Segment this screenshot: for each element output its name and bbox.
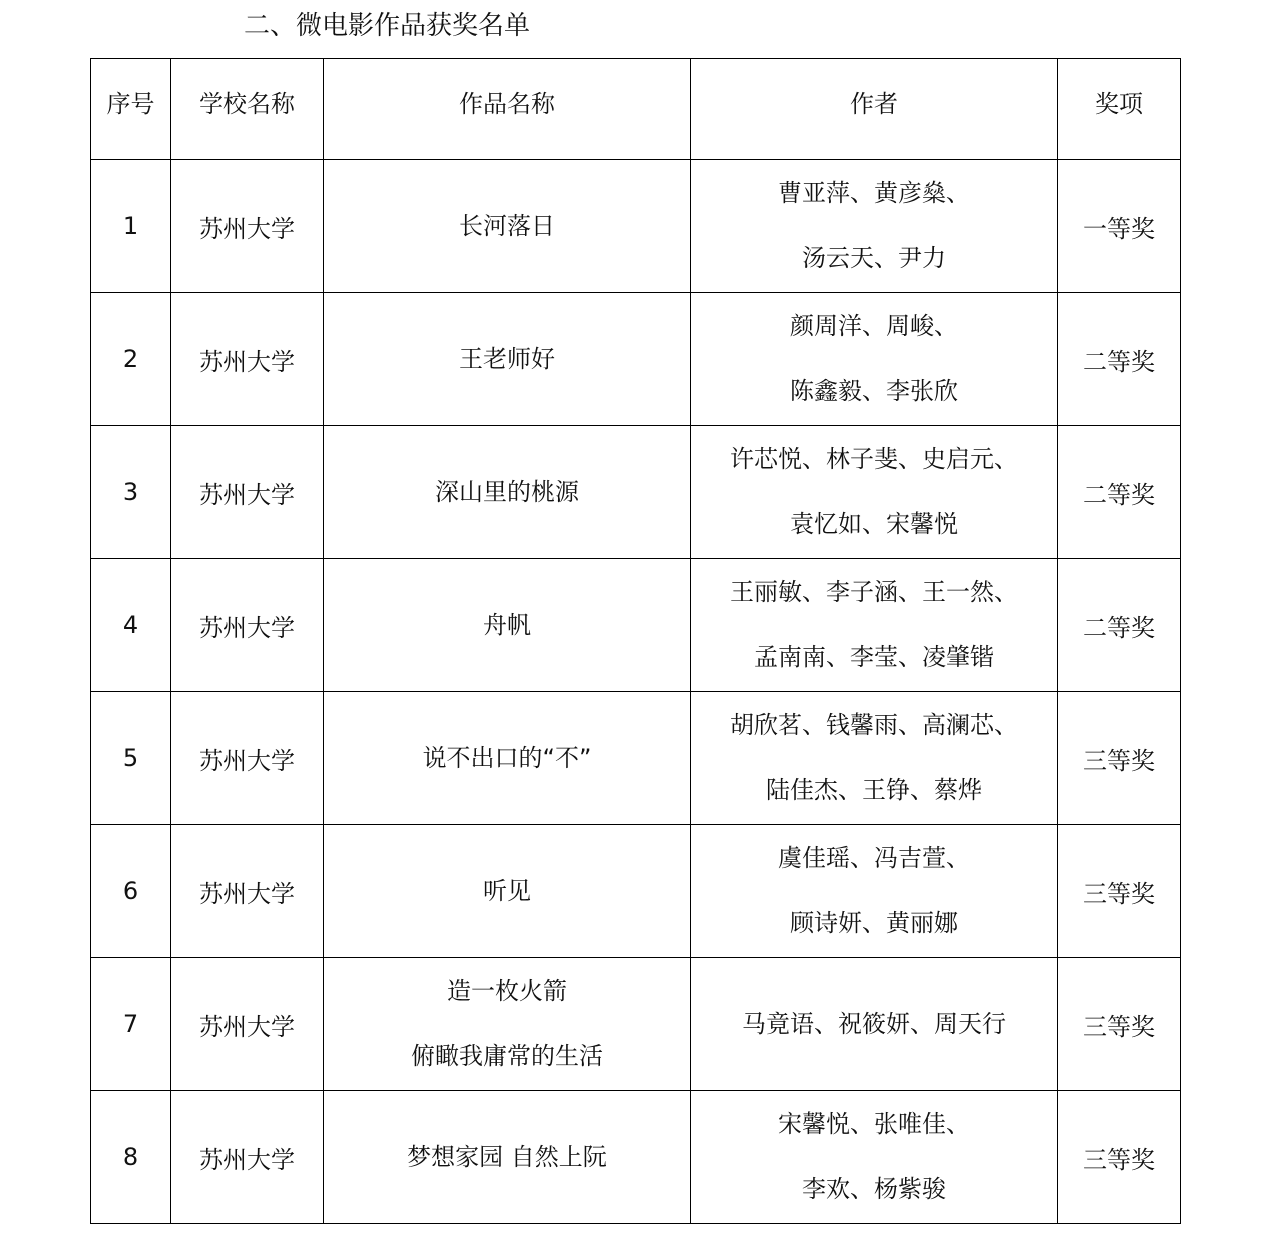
cell-authors-line: 曹亚萍、黄彦燊、 xyxy=(778,179,970,207)
cell-index xyxy=(91,692,171,825)
table-row xyxy=(91,293,1181,426)
cell-authors-line: 李欢、杨紫骏 xyxy=(802,1175,946,1203)
cell-authors-line: 胡欣茗、钱馨雨、高澜芯、 xyxy=(730,711,1018,739)
cell-work xyxy=(324,426,691,559)
cell-award xyxy=(1058,825,1181,958)
cell-index xyxy=(91,426,171,559)
cell-authors-line: 王丽敏、李子涵、王一然、 xyxy=(730,578,1018,606)
cell-school xyxy=(171,293,324,426)
cell-index-text: 8 xyxy=(122,1143,139,1171)
cell-award xyxy=(1058,958,1181,1091)
header-authors: 作者 xyxy=(691,59,1058,160)
cell-work-line: 王老师好 xyxy=(459,344,555,373)
cell-award-text: 三等奖 xyxy=(1083,879,1155,908)
cell-award-text: 三等奖 xyxy=(1083,1145,1155,1174)
cell-school xyxy=(171,1091,324,1224)
cell-work xyxy=(324,958,691,1091)
cell-award-text: 三等奖 xyxy=(1083,746,1155,775)
cell-award-text: 二等奖 xyxy=(1083,347,1155,376)
cell-authors xyxy=(691,160,1058,293)
cell-work xyxy=(324,160,691,293)
header-award: 奖项 xyxy=(1058,59,1181,160)
cell-award xyxy=(1058,692,1181,825)
cell-award-text: 二等奖 xyxy=(1083,613,1155,642)
cell-work-line: 俯瞰我庸常的生活 xyxy=(411,1042,603,1070)
cell-work-line: 说不出口的“不” xyxy=(422,743,592,772)
table-row xyxy=(91,958,1181,1091)
cell-work xyxy=(324,692,691,825)
cell-authors-line: 汤云天、尹力 xyxy=(802,244,946,272)
cell-work-line: 造一枚火箭 xyxy=(447,977,567,1005)
cell-school-text: 苏州大学 xyxy=(199,347,295,376)
cell-authors xyxy=(691,559,1058,692)
cell-work xyxy=(324,293,691,426)
cell-authors xyxy=(691,293,1058,426)
cell-work-line: 梦想家园 自然上阮 xyxy=(407,1142,607,1171)
cell-authors-line: 虞佳瑶、冯吉萱、 xyxy=(778,844,970,872)
header-work: 作品名称 xyxy=(324,59,691,160)
cell-work xyxy=(324,1091,691,1224)
cell-school xyxy=(171,692,324,825)
cell-authors-line: 陆佳杰、王铮、蔡烨 xyxy=(766,776,982,804)
cell-school xyxy=(171,160,324,293)
cell-index-text: 4 xyxy=(122,611,139,639)
cell-authors-line: 颜周洋、周峻、 xyxy=(790,312,958,340)
table-row xyxy=(91,825,1181,958)
table-row xyxy=(91,426,1181,559)
cell-authors xyxy=(691,1091,1058,1224)
cell-authors xyxy=(691,958,1058,1091)
cell-school-text: 苏州大学 xyxy=(199,746,295,775)
cell-work-line: 深山里的桃源 xyxy=(435,477,579,506)
header-index: 序号 xyxy=(91,59,171,160)
cell-work xyxy=(324,559,691,692)
cell-index xyxy=(91,559,171,692)
cell-award xyxy=(1058,160,1181,293)
table-row xyxy=(91,692,1181,825)
cell-award xyxy=(1058,1091,1181,1224)
header-school: 学校名称 xyxy=(171,59,324,160)
cell-authors-line: 陈鑫毅、李张欣 xyxy=(790,377,958,405)
cell-authors-line: 顾诗妍、黄丽娜 xyxy=(790,909,958,937)
cell-award xyxy=(1058,426,1181,559)
cell-authors xyxy=(691,825,1058,958)
cell-school-text: 苏州大学 xyxy=(199,879,295,908)
cell-index-text: 1 xyxy=(122,212,139,240)
cell-work-line: 长河落日 xyxy=(459,211,555,240)
cell-index-text: 7 xyxy=(122,1010,139,1038)
cell-work xyxy=(324,825,691,958)
cell-authors-line: 宋馨悦、张唯佳、 xyxy=(778,1110,970,1138)
cell-authors-line: 孟南南、李莹、凌肇锴 xyxy=(754,643,994,671)
cell-index xyxy=(91,1091,171,1224)
table-row xyxy=(91,1091,1181,1224)
cell-index xyxy=(91,825,171,958)
header-row xyxy=(91,59,1181,160)
cell-index xyxy=(91,958,171,1091)
cell-school xyxy=(171,825,324,958)
cell-authors-line: 许芯悦、林子斐、史启元、 xyxy=(730,445,1018,473)
cell-school xyxy=(171,426,324,559)
cell-award-text: 二等奖 xyxy=(1083,480,1155,509)
cell-school-text: 苏州大学 xyxy=(199,1012,295,1041)
cell-school-text: 苏州大学 xyxy=(199,613,295,642)
cell-school-text: 苏州大学 xyxy=(199,1145,295,1174)
cell-authors xyxy=(691,426,1058,559)
section-title: 二、微电影作品获奖名单 xyxy=(244,11,531,41)
cell-award xyxy=(1058,559,1181,692)
cell-index-text: 6 xyxy=(122,877,139,905)
cell-award xyxy=(1058,293,1181,426)
cell-index xyxy=(91,293,171,426)
award-table xyxy=(90,58,1181,1224)
cell-authors xyxy=(691,692,1058,825)
table-row xyxy=(91,160,1181,293)
cell-work-line: 舟帆 xyxy=(483,610,531,639)
cell-index-text: 2 xyxy=(122,345,139,373)
cell-authors-line: 马竟语、祝筱妍、周天行 xyxy=(742,1009,1006,1038)
cell-authors-line: 袁忆如、宋馨悦 xyxy=(790,510,958,538)
cell-school-text: 苏州大学 xyxy=(199,214,295,243)
cell-school xyxy=(171,559,324,692)
cell-school-text: 苏州大学 xyxy=(199,480,295,509)
cell-work-line: 听见 xyxy=(483,876,531,905)
cell-award-text: 一等奖 xyxy=(1083,214,1155,243)
cell-award-text: 三等奖 xyxy=(1083,1012,1155,1041)
table-row xyxy=(91,559,1181,692)
cell-index xyxy=(91,160,171,293)
cell-index-text: 5 xyxy=(122,744,139,772)
cell-school xyxy=(171,958,324,1091)
cell-index-text: 3 xyxy=(122,478,139,506)
